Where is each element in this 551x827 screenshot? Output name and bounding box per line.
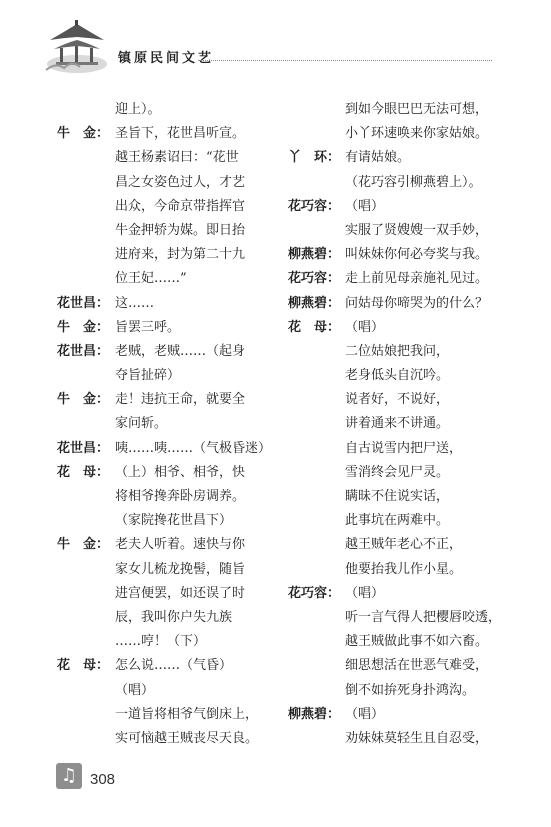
dialogue-text: 瞒昧不住说实话，	[345, 489, 450, 504]
speaker-label: 柳燕碧：	[288, 295, 341, 311]
dialogue-text: 越王贼年老心不正，	[345, 537, 463, 553]
dialogue-line	[288, 412, 498, 436]
dialogue-line	[57, 558, 257, 582]
speaker-label: 花世昌：	[57, 295, 110, 311]
dialogue-text: 怎么说……（气昏）	[115, 658, 233, 674]
dialogue-text: 这……	[115, 295, 155, 311]
dialogue-text: 自古说雪内把尸送，	[345, 440, 463, 456]
dialogue-line	[57, 388, 257, 412]
speaker-label: 牛 金：	[57, 319, 110, 335]
dialogue-line	[288, 703, 498, 727]
dialogue-line	[57, 171, 257, 195]
dialogue-line	[57, 267, 257, 291]
dialogue-line	[288, 533, 498, 557]
dialogue-text: 小丫环速唤来你家姑娘。	[345, 126, 489, 142]
dialogue-text: 倒不如拚死身扑鸿沟。	[345, 682, 476, 698]
dialogue-text: 他要抬我儿作小星。	[345, 561, 463, 577]
dialogue-line	[288, 485, 498, 509]
dialogue-text: 旨罢三呼。	[115, 319, 181, 335]
dialogue-line	[288, 388, 498, 412]
dialogue-line	[288, 630, 498, 654]
dialogue-line	[57, 316, 257, 340]
speaker-label: 花世昌：	[57, 440, 110, 456]
left-column	[57, 98, 272, 751]
dialogue-text: 劝妹妹莫轻生且自忍受，	[345, 730, 489, 746]
dialogue-line	[288, 267, 498, 291]
dialogue-text: 叫妹妹你何必夸奖与我。	[345, 247, 489, 263]
dialogue-line	[288, 292, 498, 316]
dialogue-text: 进府来，封为第二十九	[115, 247, 246, 263]
dialogue-line	[57, 219, 257, 243]
dialogue-line	[57, 509, 257, 533]
dialogue-line	[57, 533, 257, 557]
speaker-label: 花巧容：	[288, 585, 341, 601]
dialogue-line	[288, 364, 498, 388]
dialogue-line	[57, 630, 257, 654]
dialogue-text: （唱）	[345, 319, 385, 335]
speaker-label: 花巧容：	[288, 198, 341, 214]
dialogue-text: 到如今眼巴巴无法可想，	[345, 102, 489, 117]
dialogue-line	[288, 606, 502, 630]
dialogue-line	[288, 437, 498, 461]
dialogue-text: 走上前见母亲施礼见过。	[345, 271, 489, 287]
dialogue-line	[288, 98, 498, 122]
dialogue-line	[57, 461, 257, 485]
dialogue-line	[57, 582, 257, 606]
dialogue-text: 迎上）。	[115, 102, 161, 117]
dialogue-text: 走！违抗王命，就要全	[115, 392, 246, 408]
dialogue-line	[288, 727, 498, 751]
dialogue-text: 圣旨下，花世昌听宣。	[115, 126, 246, 142]
dialogue-text: 夺旨扯碎）	[115, 368, 181, 384]
dialogue-text: （唱）	[115, 682, 155, 698]
dialogue-text: 位王妃……”	[115, 271, 187, 287]
speaker-label: 花 母：	[288, 319, 341, 335]
dialogue-line	[57, 292, 257, 316]
dialogue-line	[57, 606, 257, 630]
speaker-label: 柳燕碧：	[288, 706, 341, 722]
dialogue-line	[288, 654, 498, 678]
dialogue-text: （上）相爷、相爷，快	[115, 464, 246, 480]
speaker-label: 柳燕碧：	[288, 247, 341, 263]
dialogue-line	[288, 316, 498, 340]
dialogue-text: 老夫人听着。速快与你	[115, 537, 246, 553]
pavilion-icon	[44, 18, 110, 76]
music-note-icon: ♫	[56, 763, 82, 789]
dialogue-line	[288, 195, 498, 219]
dialogue-line	[288, 558, 498, 582]
dialogue-text: 讲着通来不讲通。	[345, 416, 450, 432]
dialogue-line	[57, 703, 257, 727]
dialogue-text: 越王贼做此事不如六畜。	[345, 634, 489, 650]
dialogue-line	[288, 146, 498, 170]
dialogue-text: 老贼，老贼……（起身	[115, 343, 246, 359]
dialogue-text: 家女儿梳龙挽髻，随旨	[115, 561, 246, 577]
dialogue-line	[288, 219, 498, 243]
dialogue-line	[288, 171, 498, 195]
dialogue-line	[57, 98, 257, 122]
dialogue-line	[57, 727, 257, 751]
dialogue-line	[288, 679, 498, 703]
dialogue-text: （家院搀花世昌下）	[115, 513, 233, 529]
dialogue-text: 问姑母你啼哭为的什么？	[345, 295, 489, 311]
dialogue-line	[288, 461, 498, 485]
speaker-label: 丫 环：	[288, 150, 341, 166]
dialogue-line	[57, 437, 272, 461]
dialogue-line	[288, 340, 498, 364]
dialogue-text: 出众，今命京带指挥官	[115, 198, 246, 214]
header-title: 镇原民间文艺	[118, 51, 215, 66]
dialogue-line	[288, 122, 498, 146]
dialogue-text: （唱）	[345, 585, 385, 601]
dialogue-line	[57, 485, 257, 509]
dialogue-text: 家问斩。	[115, 416, 168, 432]
dialogue-text: 说者好，不说好，	[345, 392, 450, 408]
dialogue-text: 实服了贤嫂嫂一双手妙，	[345, 222, 489, 238]
speaker-label: 花 母：	[57, 464, 110, 480]
dialogue-line	[288, 509, 498, 533]
dialogue-line	[288, 243, 498, 267]
dialogue-text: 老身低头自沉吟。	[345, 368, 450, 384]
speaker-label: 花世昌：	[57, 343, 110, 359]
dialogue-text: ……哼！（下）	[115, 634, 207, 650]
speaker-label: 牛 金：	[57, 126, 110, 142]
dialogue-text: 将相爷搀奔卧房调养。	[115, 489, 246, 504]
dialogue-line	[57, 412, 257, 436]
dialogue-line	[57, 654, 257, 678]
dialogue-line	[57, 195, 257, 219]
dialogue-line	[288, 582, 498, 606]
speaker-label: 牛 金：	[57, 392, 110, 408]
dialogue-text: 昌之女姿色过人，才艺	[115, 174, 246, 190]
dialogue-text: 牛金押轿为媒。即日抬	[115, 222, 246, 238]
dialogue-line	[57, 243, 257, 267]
dialogue-text: 细思想活在世恶气难受，	[345, 658, 489, 674]
dialogue-text: 雪消终会见尸灵。	[345, 464, 450, 480]
dialogue-line	[57, 146, 257, 170]
header-divider	[198, 60, 492, 61]
dialogue-text: （唱）	[345, 706, 385, 722]
speaker-label: 牛 金：	[57, 537, 110, 553]
dialogue-line	[57, 364, 257, 388]
dialogue-text: 进宫便罢，如还误了时	[115, 585, 246, 601]
dialogue-text: 辰，我叫你户失九族	[115, 609, 233, 625]
speaker-label: 花 母：	[57, 658, 110, 674]
dialogue-text: 有请姑娘。	[345, 150, 411, 166]
dialogue-text: （花巧容引柳燕碧上）。	[345, 174, 482, 190]
dialogue-text: （唱）	[345, 198, 385, 214]
dialogue-text: 越王杨素诏曰：“花世	[115, 150, 239, 166]
speaker-label: 花巧容：	[288, 271, 341, 287]
dialogue-line	[57, 340, 257, 364]
dialogue-text: 听一言气得人把樱唇咬透，	[345, 609, 502, 625]
dialogue-text: 此事坑在两难中。	[345, 513, 450, 529]
dialogue-line	[57, 122, 257, 146]
dialogue-text: 实可恼越王贼丧尽天良。	[115, 730, 259, 746]
dialogue-line	[57, 679, 257, 703]
right-column	[288, 98, 502, 751]
dialogue-text: 咦……咦……（气极昏迷）	[115, 440, 272, 456]
page-number: 308	[90, 771, 116, 788]
dialogue-text: 一道旨将相爷气倒床上，	[115, 706, 259, 722]
dialogue-text: 二位姑娘把我问，	[345, 343, 450, 359]
